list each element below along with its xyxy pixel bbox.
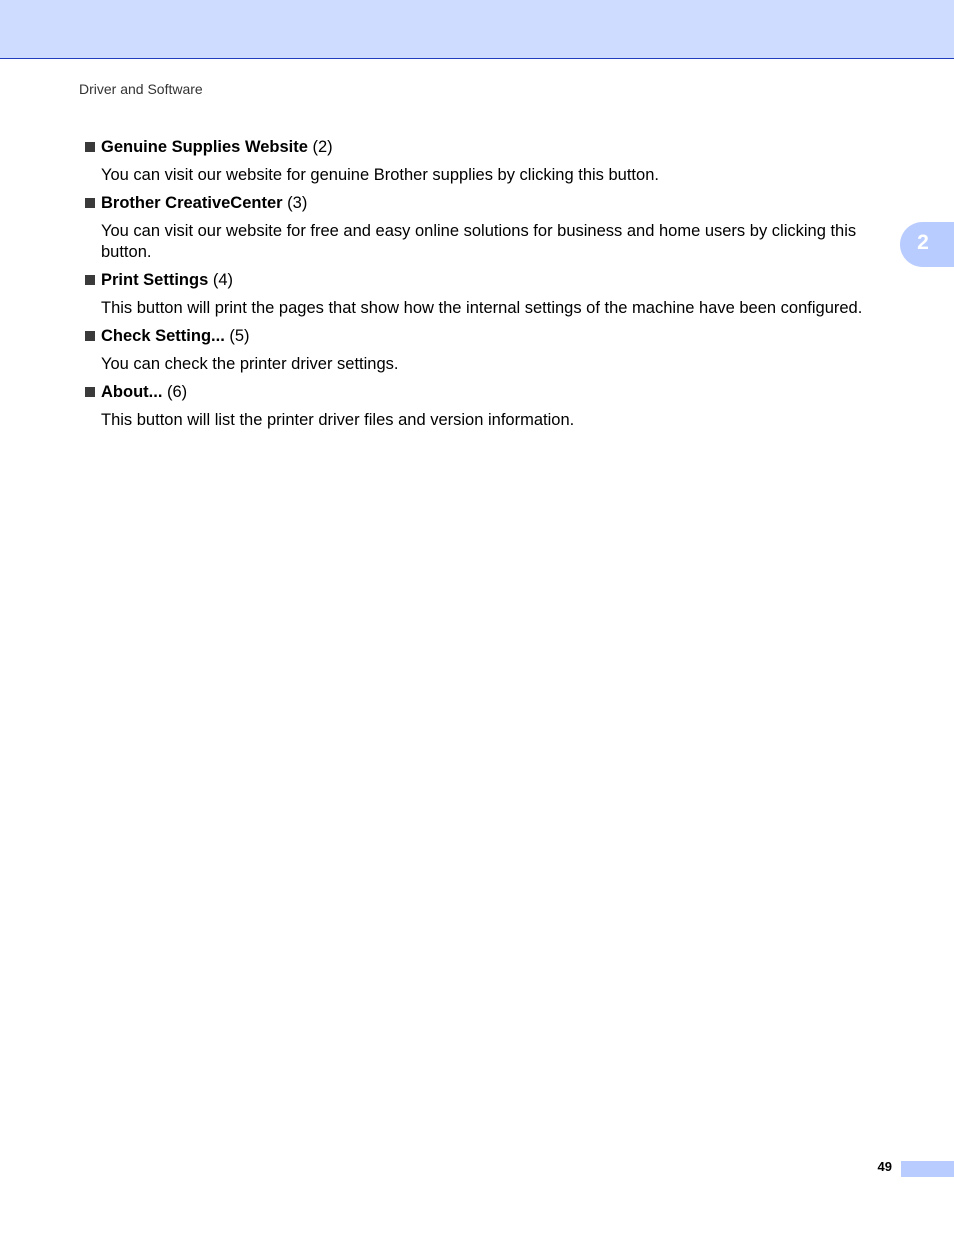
item-heading <box>84 326 904 346</box>
item-description: You can visit our website for free and easy online solutions for business and home users by clicking this button. <box>101 222 857 261</box>
item-description: This button will list the printer driver files and version information. <box>101 411 575 429</box>
list-item <box>84 193 904 263</box>
item-heading <box>84 193 904 213</box>
item-ref: (3) <box>287 194 308 212</box>
item-title: Print Settings <box>101 271 209 289</box>
item-ref: (4) <box>212 271 234 289</box>
square-bullet-icon <box>85 275 95 285</box>
page-number-bar <box>901 1161 954 1177</box>
square-bullet-icon <box>85 198 95 208</box>
item-ref: (2) <box>312 138 333 156</box>
square-bullet-icon <box>85 142 95 152</box>
item-description: You can check the printer driver settings. <box>101 355 399 373</box>
list-item <box>84 137 904 186</box>
chapter-number: 2 <box>917 231 929 254</box>
page-number: 49 <box>877 1159 892 1174</box>
running-header: Driver and Software <box>79 81 203 97</box>
square-bullet-icon <box>85 387 95 397</box>
square-bullet-icon <box>85 331 95 341</box>
chapter-tab <box>900 222 954 267</box>
item-title: Check Setting... <box>101 327 225 345</box>
list-item <box>84 270 904 319</box>
item-title: Genuine Supplies Website <box>101 138 308 156</box>
item-heading <box>84 270 904 290</box>
item-heading <box>84 382 904 402</box>
item-title: Brother CreativeCenter <box>101 194 283 212</box>
list-item <box>84 326 904 375</box>
list-item <box>84 382 904 431</box>
item-ref: (6) <box>167 383 188 401</box>
item-description: You can visit our website for genuine Brother supplies by clicking this button. <box>101 166 659 184</box>
item-ref: (5) <box>229 327 250 345</box>
item-description: This button will print the pages that show how the internal settings of the machine have been configured. <box>101 299 863 317</box>
header-band <box>0 0 954 59</box>
item-heading <box>84 137 904 157</box>
item-title: About... <box>101 383 163 401</box>
